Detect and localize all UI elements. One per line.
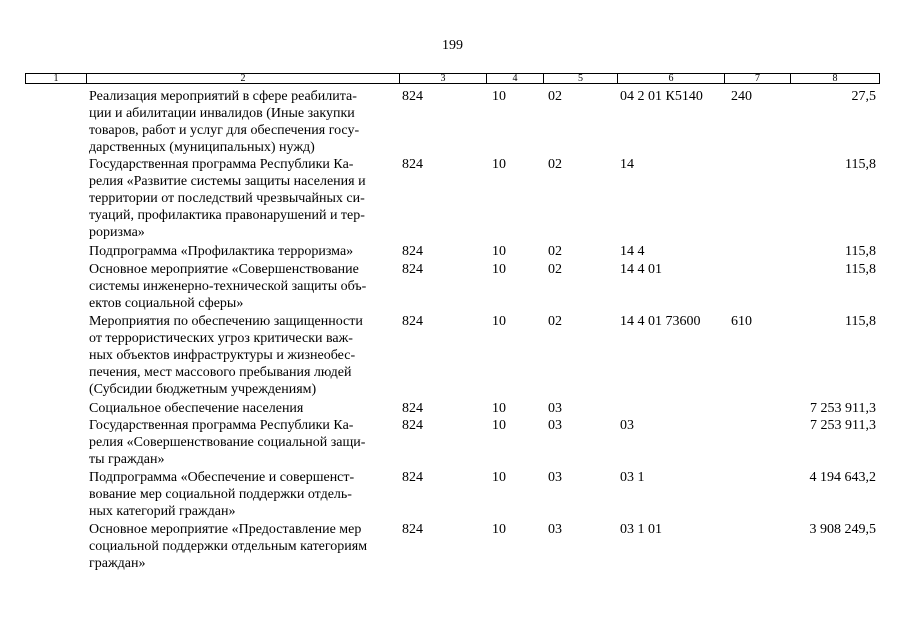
row-name: Государственная программа Республики Ка- релия «Развитие системы защиты населения и территории от последствий чрезвычайных си- туаций, профилактика правонарушений и тер- роризма» bbox=[89, 157, 366, 240]
row-subsection: 02 bbox=[548, 244, 562, 259]
row-amount: 115,8 bbox=[845, 244, 876, 259]
row-section: 10 bbox=[492, 401, 506, 416]
header-col-6: 6 bbox=[617, 74, 724, 83]
row-subsection: 03 bbox=[548, 401, 562, 416]
row-target-article: 03 1 01 bbox=[620, 522, 662, 537]
row-expense-type: 240 bbox=[731, 89, 752, 104]
row-target-article: 03 bbox=[620, 418, 634, 433]
row-subsection: 02 bbox=[548, 89, 562, 104]
row-amount: 115,8 bbox=[845, 157, 876, 172]
row-ministry-code: 824 bbox=[402, 89, 423, 104]
page-number: 199 bbox=[442, 38, 463, 53]
row-section: 10 bbox=[492, 470, 506, 485]
row-subsection: 02 bbox=[548, 262, 562, 277]
row-target-article: 14 4 01 73600 bbox=[620, 314, 701, 329]
header-col-7: 7 bbox=[724, 74, 790, 83]
row-ministry-code: 824 bbox=[402, 470, 423, 485]
row-ministry-code: 824 bbox=[402, 157, 423, 172]
row-amount: 7 253 911,3 bbox=[810, 418, 876, 433]
row-section: 10 bbox=[492, 244, 506, 259]
row-ministry-code: 824 bbox=[402, 244, 423, 259]
row-expense-type: 610 bbox=[731, 314, 752, 329]
row-subsection: 03 bbox=[548, 522, 562, 537]
row-name: Мероприятия по обеспечению защищенности от террористических угроз критически важ- ных объектов инфраструктуры и жизнеобес- печения, мест массового пребывания людей (Субсидии бюджетным учреждениям) bbox=[89, 314, 363, 397]
row-target-article: 14 4 01 bbox=[620, 262, 662, 277]
row-ministry-code: 824 bbox=[402, 262, 423, 277]
row-section: 10 bbox=[492, 157, 506, 172]
row-amount: 3 908 249,5 bbox=[809, 522, 876, 537]
row-target-article: 03 1 bbox=[620, 470, 645, 485]
row-section: 10 bbox=[492, 89, 506, 104]
header-col-8: 8 bbox=[790, 74, 879, 83]
row-name: Основное мероприятие «Совершенствование системы инженерно-технической защиты объ- ектов социальной сферы» bbox=[89, 262, 367, 311]
row-name: Социальное обеспечение населения bbox=[89, 401, 304, 416]
header-col-2: 2 bbox=[86, 74, 399, 83]
row-amount: 115,8 bbox=[845, 314, 876, 329]
header-col-4: 4 bbox=[486, 74, 543, 83]
row-amount: 4 194 643,2 bbox=[809, 470, 876, 485]
header-col-1: 1 bbox=[53, 73, 59, 84]
row-ministry-code: 824 bbox=[402, 418, 423, 433]
table-header bbox=[25, 73, 880, 84]
row-amount: 27,5 bbox=[851, 89, 876, 104]
row-ministry-code: 824 bbox=[402, 314, 423, 329]
row-ministry-code: 824 bbox=[402, 522, 423, 537]
header-col-5: 5 bbox=[543, 74, 617, 83]
row-ministry-code: 824 bbox=[402, 401, 423, 416]
row-subsection: 03 bbox=[548, 470, 562, 485]
row-target-article: 04 2 01 К5140 bbox=[620, 89, 703, 104]
row-subsection: 02 bbox=[548, 314, 562, 329]
row-target-article: 14 bbox=[620, 157, 634, 172]
row-section: 10 bbox=[492, 262, 506, 277]
row-name: Основное мероприятие «Предоставление мер социальной поддержки отдельным категориям граждан» bbox=[89, 522, 368, 571]
row-section: 10 bbox=[492, 314, 506, 329]
row-name: Реализация мероприятий в сфере реабилита- ции и абилитации инвалидов (Иные закупки товаров, работ и услуг для обеспечения госу- дарственных (муниципальных) нужд) bbox=[89, 89, 360, 155]
row-section: 10 bbox=[492, 522, 506, 537]
row-amount: 115,8 bbox=[845, 262, 876, 277]
row-name: Государственная программа Республики Ка- релия «Совершенствование социальной защи- ты граждан» bbox=[89, 418, 366, 467]
row-name: Подпрограмма «Профилактика терроризма» bbox=[89, 244, 354, 259]
row-target-article: 14 4 bbox=[620, 244, 645, 259]
row-subsection: 02 bbox=[548, 157, 562, 172]
row-amount: 7 253 911,3 bbox=[810, 401, 876, 416]
row-section: 10 bbox=[492, 418, 506, 433]
row-subsection: 03 bbox=[548, 418, 562, 433]
row-name: Подпрограмма «Обеспечение и совершенст- вование мер социальной поддержки отдель- ных категорий граждан» bbox=[89, 470, 355, 519]
header-col-3: 3 bbox=[399, 74, 486, 83]
